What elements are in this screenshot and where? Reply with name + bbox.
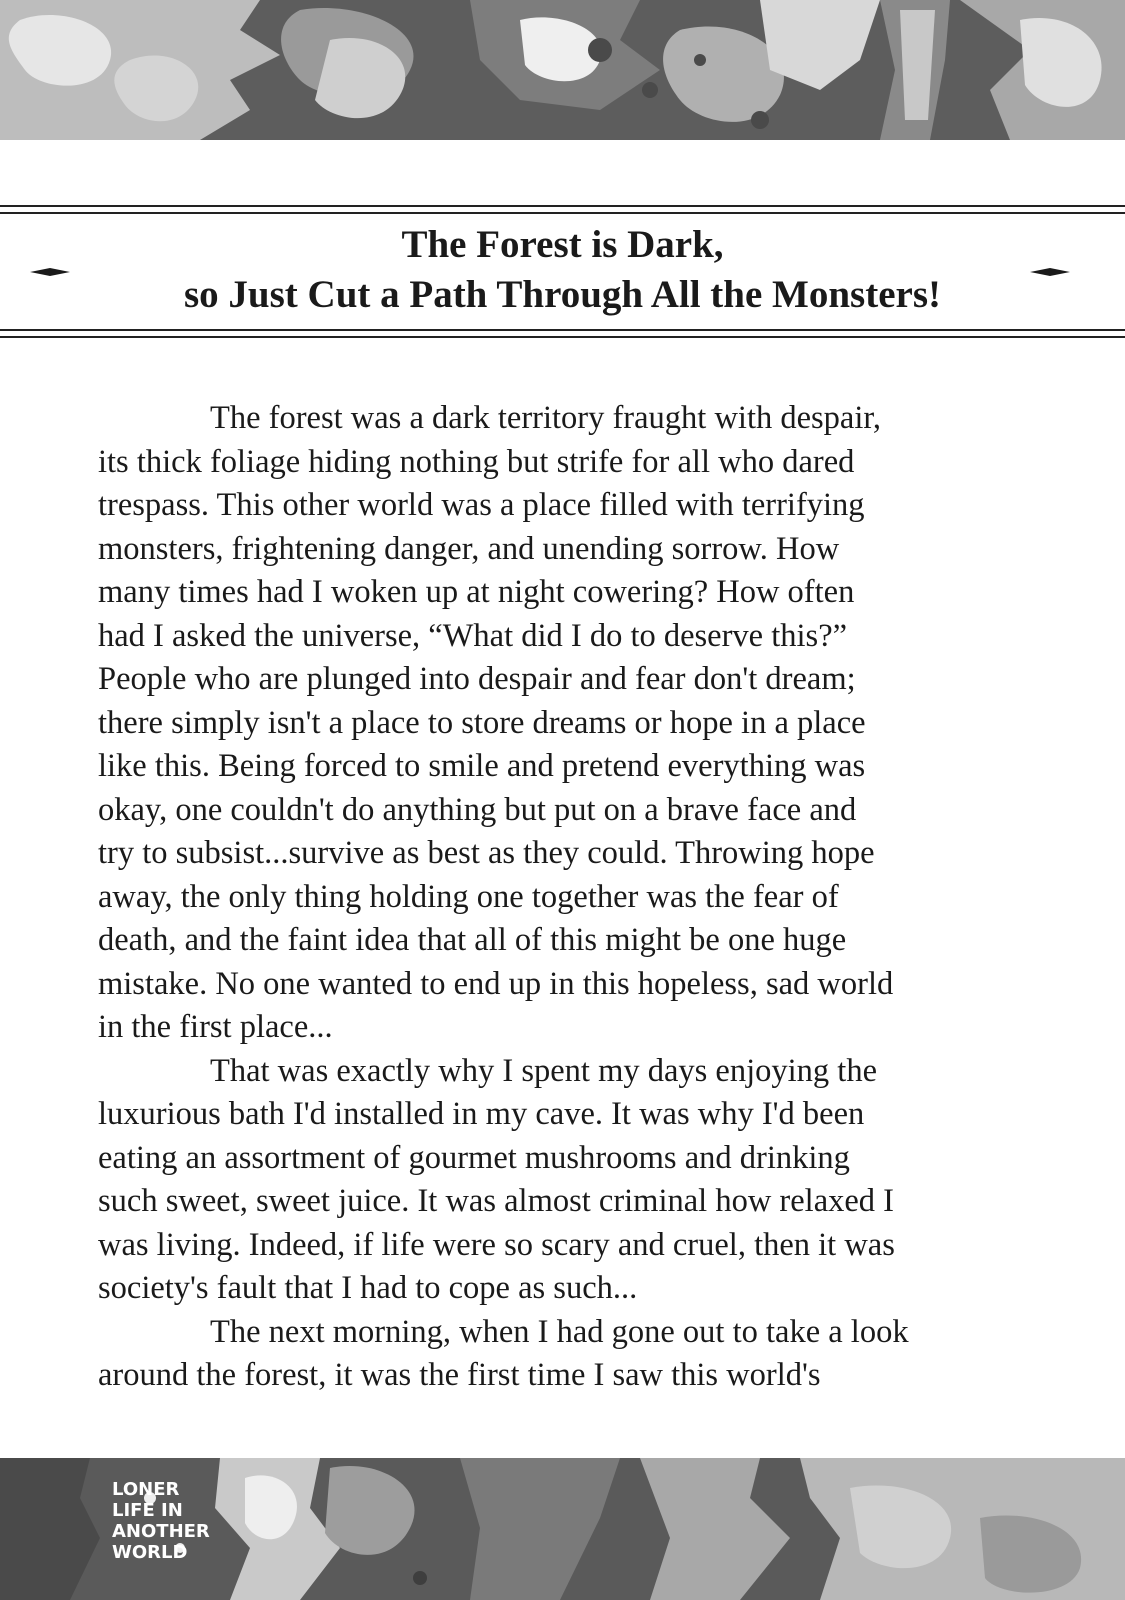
- left-diamond-ornament-icon: [30, 268, 70, 276]
- logo-line: LONER: [112, 1479, 180, 1500]
- title-rule-top: [0, 205, 1125, 214]
- text-line: in the first place...: [98, 1009, 333, 1045]
- foliage-art: [0, 0, 1125, 140]
- text-line: like this. Being forced to smile and pretend everything was: [98, 748, 866, 784]
- logo-line: WORLD: [112, 1542, 188, 1563]
- text-line: okay, one couldn't do anything but put on a brave face and: [98, 791, 857, 828]
- text-line: eating an assortment of gourmet mushrooms and drinking: [98, 1139, 850, 1176]
- text-line: many times had I woken up at night cowering? How often: [98, 574, 855, 610]
- title-rule-bottom: [0, 329, 1125, 338]
- text-line: was living. Indeed, if life were so scary and cruel, then it was: [98, 1226, 895, 1263]
- series-logo: [112, 1479, 210, 1563]
- chapter-title: [0, 220, 1125, 324]
- text-line: monsters, frightening danger, and unending sorrow. How: [98, 530, 840, 567]
- text-line: trespass. This other world was a place filled with terrifying: [98, 487, 865, 523]
- chapter-title-line-1: The Forest is Dark,: [401, 223, 724, 266]
- logo-line: LIFE IN: [112, 1500, 183, 1521]
- chapter-title-line-2: so Just Cut a Path Through All the Monsters!: [184, 273, 941, 316]
- text-line: had I asked the universe, “What did I do to deserve this?”: [98, 617, 848, 654]
- top-foliage-illustration: [0, 0, 1125, 140]
- text-line: mistake. No one wanted to end up in this hopeless, sad world: [98, 965, 894, 1002]
- text-line: try to subsist...survive as best as they could. Throwing hope: [98, 835, 875, 871]
- text-line: around the forest, it was the first time I saw this world's: [98, 1357, 821, 1393]
- text-line: its thick foliage hiding nothing but strife for all who dared: [98, 443, 855, 480]
- text-line: death, and the faint idea that all of this might be one huge: [98, 922, 847, 958]
- text-line: luxurious bath I'd installed in my cave. It was why I'd been: [98, 1096, 865, 1132]
- text-line: society's fault that I had to cope as such...: [98, 1270, 638, 1306]
- body-text: [98, 397, 1018, 1398]
- text-line: That was exactly why I spent my days enjoying the: [210, 1052, 877, 1089]
- text-line: there simply isn't a place to store dreams or hope in a place: [98, 704, 866, 741]
- logo-line: ANOTHER: [112, 1521, 210, 1542]
- text-line: away, the only thing holding one together was the fear of: [98, 878, 839, 915]
- text-line: such sweet, sweet juice. It was almost criminal how relaxed I: [98, 1183, 894, 1219]
- text-line: The forest was a dark territory fraught with despair,: [210, 400, 882, 436]
- text-line: The next morning, when I had gone out to take a look: [210, 1313, 909, 1350]
- right-diamond-ornament-icon: [1030, 268, 1070, 276]
- text-line: People who are plunged into despair and fear don't dream;: [98, 661, 856, 697]
